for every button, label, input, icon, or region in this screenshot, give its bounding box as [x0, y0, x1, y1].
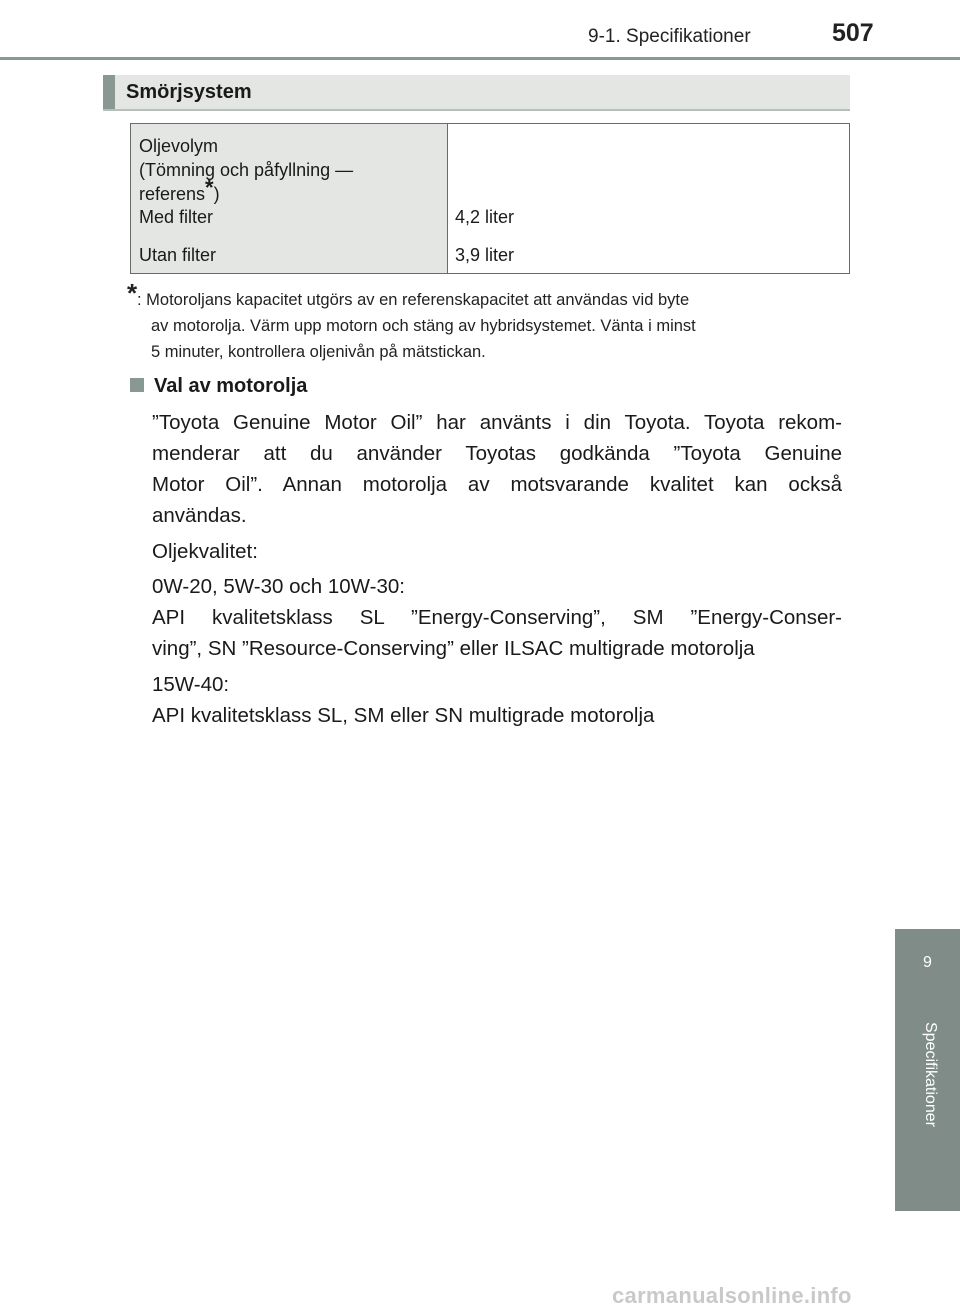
grade-line: API kvalitetsklass SL, SM eller SN multigrade motorolja: [152, 704, 655, 727]
footnote-line: av motorolja. Värm upp motorn och stäng av hybridsystemet. Vänta i minst: [151, 317, 696, 335]
chapter-side-tab: [895, 929, 960, 1211]
subheading-oil-selection: [130, 375, 307, 398]
footnote-star-marker: *: [205, 175, 214, 200]
label-line-1: Oljevolym: [139, 136, 219, 156]
oil-quality-label: Oljekvalitet:: [152, 540, 258, 563]
label-line-3-suffix: ): [213, 184, 220, 204]
grade-title: 15W-40:: [152, 673, 230, 696]
paragraph-line: Motor Oil”. Annan motorolja av motsvarande kvalitet kan också: [152, 473, 842, 496]
square-bullet-icon: [130, 378, 144, 392]
grade-line: ving”, SN ”Resource-Conserving” eller ILSAC multigrade motorolja: [152, 637, 755, 660]
grade-block-15w40: [152, 669, 842, 731]
table-row-value: 3,9 liter: [455, 245, 515, 265]
footnote-star: *: [127, 278, 138, 308]
section-heading-bar: [103, 75, 850, 109]
paragraph-line: menderar att du använder Toyotas godkända ”Toyota Genuine: [152, 442, 842, 465]
table-row-value: 4,2 liter: [455, 207, 515, 227]
grade-title: 0W-20, 5W-30 och 10W-30:: [152, 575, 405, 598]
chapter-number: 9: [923, 954, 932, 971]
intro-paragraph: [152, 407, 842, 531]
watermark: carmanualsonline.info: [612, 1283, 852, 1308]
page-number: 507: [832, 19, 874, 47]
grade-line: API kvalitetsklass SL ”Energy-Conserving”, SM ”Energy-Conser-: [152, 606, 842, 629]
paragraph-line: användas.: [152, 504, 247, 527]
table-label-oil-volume: [139, 134, 353, 206]
paragraph-line: ”Toyota Genuine Motor Oil” har använts i din Toyota. Toyota rekom-: [152, 411, 842, 434]
header-section-title: 9-1. Specifikationer: [588, 26, 751, 47]
footnote-line: 5 minuter, kontrollera oljenivån på mätstickan.: [151, 343, 486, 361]
table-row-label: Med filter: [139, 207, 214, 227]
chapter-label: Specifikationer: [922, 1022, 939, 1127]
footnote-line: : Motoroljans kapacitet utgörs av en referenskapacitet att användas vid byte: [137, 291, 690, 309]
section-title: Smörjsystem: [126, 81, 252, 103]
grade-block-0w20: [152, 571, 842, 664]
label-line-3-prefix: referens: [139, 184, 206, 204]
header-rule: [0, 57, 960, 60]
label-line-2: (Tömning och påfyllning —: [139, 160, 354, 180]
subheading-text: Val av motorolja: [154, 375, 308, 397]
oil-volume-table: [130, 123, 850, 274]
table-row-label: Utan filter: [139, 245, 217, 265]
section-accent-block: [103, 75, 115, 109]
section-underline: [103, 109, 850, 111]
